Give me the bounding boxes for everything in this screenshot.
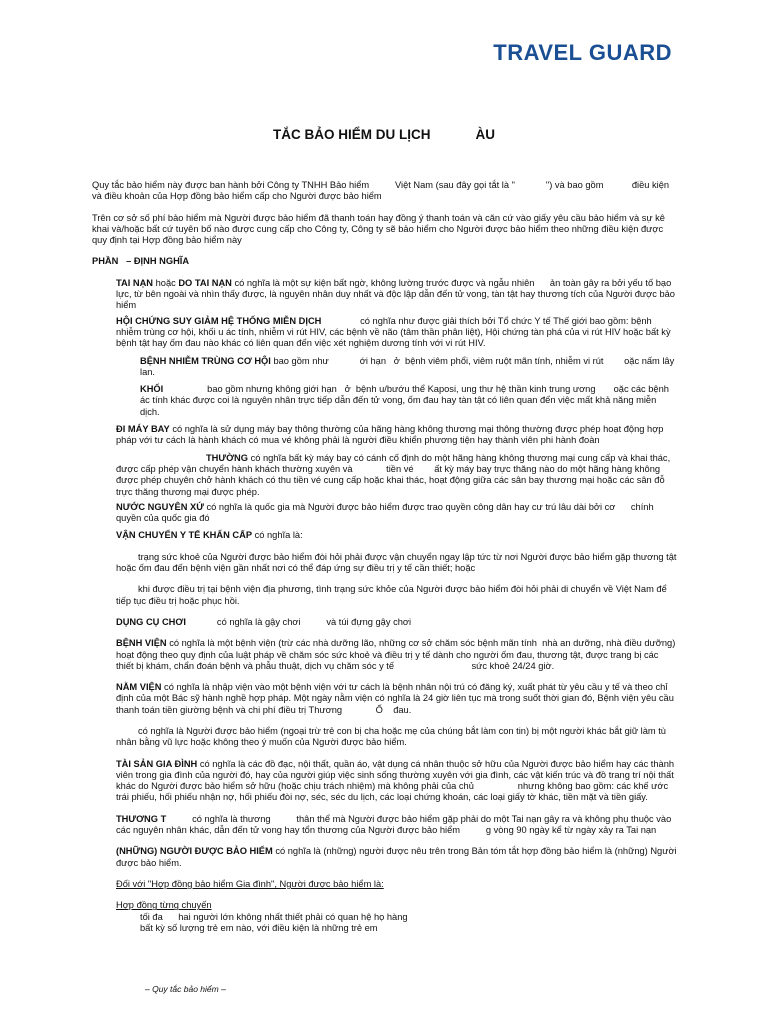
definition-tai-san [92, 759, 677, 804]
text-nguoi-duoc-bao-hiem: có nghĩa là (những) người được nêu trên trong Bản tóm tắt hợp đồng bảo hiểm là (những) Người được bảo hiểm. [116, 846, 677, 868]
van-chuyen-item-b: khi được điều trị tại bệnh viện địa phương, tình trạng sức khỏe của Người được bảo hiểm đòi hỏi phải di chuyển về Việt Nam để tiếp tục điều trị hoặc phục hồi. [116, 584, 667, 606]
term-may-bay: ĐI MÁY BAY [116, 424, 170, 435]
term-do-tai-nan: DO TAI NẠN [178, 277, 232, 288]
document-title: TẮC BẢO HIỂM DU LỊCH ÀU [273, 127, 495, 142]
page-footer: – Quy tắc bảo hiểm – [145, 984, 226, 994]
text-opportunistic: bao gồm như ới hạn ở bệnh viêm phổi, viêm ruột mãn tính, nhiễm vi rút oặc nấm lây lan. [140, 355, 677, 377]
text-tai-nan: có nghĩa là một sự kiện bất ngờ, không lường trước được và ngẫu nhiên ản toàn gây ra bởi yếu tố bạo lực, từ bên ngoài và nhìn thấy được, là nguyên nhân duy nhất và độc lập dẫn đến tử vong, tàn tật hay thương tích của Người được bảo hiểm [116, 277, 678, 311]
definition-thuong-tat [92, 814, 677, 837]
term-van-chuyen: VẬN CHUYỂN Y TẾ KHẨN CẤP [116, 530, 253, 541]
text-van-chuyen: có nghĩa là: [252, 530, 303, 541]
definition-nguoi-duoc-bao-hiem [92, 846, 677, 869]
definition-nam-vien [92, 682, 677, 716]
term-thuong: THƯỜNG [206, 452, 248, 463]
definition-nuoc-nguyen-xu [92, 502, 677, 525]
intro-paragraph-2: Trên cơ sở số phí bảo hiểm mà Người được bảo hiểm đã thanh toán hay đồng ý thanh toán và căn cứ vào giấy yêu cầu bảo hiểm và sự kê khai và/hoặc bất cứ tuyên bố nào được cung cấp cho Công ty, Công ty sẽ bảo hiểm cho Người được bảo hiểm theo những điều kiện được quy định tại Hợp đồng bảo hiểm này [92, 212, 665, 246]
text-nuoc-nguyen-xu: có nghĩa là quốc gia mà Người được bảo hiểm được trao quyền công dân hay cư trú lâu dài bởi cơ chính quyền của quốc gia đó [116, 501, 657, 524]
intro-paragraph-1: Quy tắc bảo hiểm này được ban hành bởi Công ty TNHH Bảo hiểm Việt Nam (sau đây gọi tắt là " ") và bao gồm điều kiện và điều khoản của Hợp đồng bảo hiểm cấp cho Người được bảo hiểm [92, 180, 672, 202]
term-nam-vien: NẰM VIỆN [116, 682, 162, 693]
text-or: hoặc [153, 277, 179, 288]
term-tai-nan: TAI NẠN [116, 277, 154, 288]
family-policy-heading: Đối với "Hợp đồng bảo hiểm Gia đình", Người được bảo hiểm là: [116, 878, 384, 889]
term-tai-san: TÀI SẢN GIA ĐÌNH [116, 758, 198, 769]
term-nuoc-nguyen-xu: NƯỚC NGUYÊN XỨ [116, 501, 204, 512]
text-khoi: bao gồm nhưng không giới hạn ở bệnh u/bướu thể Kaposi, ung thư hệ thần kinh trung ương oặc các bệnh ác tính khác được coi là nguyên nhân trực tiếp dẫn đến tử vong, ốm đau hay tàn tật có liên quan đến việc mất khả năng miễn dịch. [140, 384, 672, 417]
definition-benh-vien [92, 638, 677, 672]
term-dung-cu-choi: DỤNG CỤ CHƠI [116, 616, 186, 627]
term-nguoi-duoc-bao-hiem: (NHỮNG) NGƯỜI ĐƯỢC BẢO HIỂM [116, 846, 273, 857]
term-khoi: KHỐI [140, 384, 164, 395]
single-trip-line-2: bất kỳ số lượng trẻ em nào, với điều kiện là những trẻ em [140, 922, 378, 933]
definition-bat-giu: có nghĩa là Người được bảo hiểm (ngoại trừ trẻ con bị cha hoặc mẹ của chúng bắt làm con tin) bị một người khác bắt giữ làm tù nhân bằng vũ lực hoặc không theo ý muốn của Người được bảo hiểm. [116, 725, 666, 748]
definition-tai-nan [92, 278, 677, 312]
term-opportunistic: BỆNH NHIỄM TRÙNG CƠ HỘI [140, 355, 271, 366]
text-nam-vien: có nghĩa là nhập viện vào một bệnh viện với tư cách là bệnh nhân nội trú có đăng ký, xuất phát từ yêu cầu y tế và theo chỉ định của một Bác sỹ hành nghề hợp pháp. Một ngày nằm viện có nghĩa là 24 giờ liên tục mà trong suốt thời gian đó, Bệnh viện yêu cầu thanh toán tiền giường bệnh và chi phí điều trị Thương Ố đau. [116, 682, 677, 715]
text-thuong-tat: có nghĩa là thương thân thể mà Người được bảo hiểm gặp phải do một Tai nạn gây ra và không phụ thuộc vào các nguyên nhân khác, dẫn đến tử vong hay tổn thương của Người được bảo hiểm g vòng 90 ngày kể từ ngày xảy ra Tai nạn [116, 813, 674, 836]
van-chuyen-item-a: trạng sức khoẻ của Người được bảo hiểm đòi hỏi phải được vận chuyển ngay lập tức từ nơi Người được bảo hiểm gặp thương tật hoặc ốm đau đến bệnh viện gần nhất nơi có thể đáp ứng sự điều trị y tế cần thiết; hoặc [116, 551, 677, 574]
term-benh-vien: BỆNH VIỆN [116, 638, 167, 649]
single-trip-line-1: tối đa hai người lớn không nhất thiết phải có quan hệ họ hàng [140, 911, 408, 922]
company-logo: TRAVEL GUARD [493, 40, 672, 65]
text-thuong: có nghĩa bất kỳ máy bay có cánh cố định do một hãng hàng không thương mại cung cấp và khai thác, được cấp phép vận chuyển hành khách thường xuyên và tiền vé ất kỳ máy bay trực thăng nào do một hãng hàng không được phép chuyên chở hành khách có thu tiền vé cung cấp hoặc khai thác, hoạt động giữa các sân bay thương mại hoặc các sân đỗ trực thăng thương mại được phép. [116, 452, 673, 497]
text-benh-vien: có nghĩa là một bệnh viện (trừ các nhà dưỡng lão, những cơ sở chăm sóc bệnh mãn tính nhà an dưỡng, nhà điều dưỡng) hoạt động theo quy định của luật pháp về chăm sóc sức khoẻ và điều trị y tế dành cho người ốm đau, thương tật, được trang bị các thiết bị khám, chẩn đoán bệnh và phẫu thuật, dịch vụ chăm sóc y tế sức khoẻ 24/24 giờ. [116, 638, 678, 671]
definition-thuong [92, 453, 677, 498]
definition-may-bay [92, 424, 677, 447]
text-may-bay: có nghĩa là sử dụng máy bay thông thường của hãng hàng không thương mại thông thường được phép hoạt động hợp pháp với tư cách là hành khách có mua vé không phải là người điều khiển phương tiện hay thành viên phi hành đoàn [116, 424, 664, 446]
text-tai-san: có nghĩa là các đồ đạc, nội thất, quần áo, vật dụng cá nhân thuộc sở hữu của Người được bảo hiểm hay các thành viên trong gia đình của người đó, hay của người giúp việc sinh sống thường xuyên với gia đình, các vật kiến trúc và đồ trang trí nội thất khác do Người được bảo hiểm sở hữu (hoặc chịu trách nhiệm) mà không phải của chủ nhưng không bao gồm: các khế ước trái phiếu, hối phiếu nhận nợ, hối phiếu đòi nợ, séc, séc du lịch, các loại chứng khoán, các loại giấy tờ khác, tiền mặt và tiền giấy. [116, 758, 677, 803]
term-hiv: HỘI CHỨNG SUY GIẢM HỆ THỐNG MIỄN DỊCH [116, 315, 322, 326]
text-hiv: có nghĩa như được giải thích bởi Tổ chức Y tế Thế giới bao gồm: bệnh nhiễm trùng cơ hội, khối u ác tính, nhiễm vi rút HIV, các bệnh về não (tâm thần phân liệt), Hội chứng tàn phá của vi rút HIV hoặc bất kỳ bệnh tật hay ốm đau nào khác có liên quan đến việc xét nghiệm dương tính với vi rút HIV. [116, 315, 674, 349]
section-heading: PHẦN – ĐỊNH NGHĨA [92, 256, 190, 267]
definition-opportunistic [92, 356, 677, 379]
term-thuong-tat: THƯƠNG T [116, 813, 167, 824]
definition-khoi [92, 384, 677, 418]
definition-van-chuyen [92, 530, 677, 541]
text-dung-cu-choi: có nghĩa là gậy chơi và túi đựng gậy chơi [185, 616, 412, 627]
definition-hiv [92, 316, 677, 350]
definition-dung-cu-choi [92, 617, 677, 628]
document-body [92, 180, 677, 934]
single-trip-heading: Hợp đồng từng chuyến [116, 900, 212, 911]
